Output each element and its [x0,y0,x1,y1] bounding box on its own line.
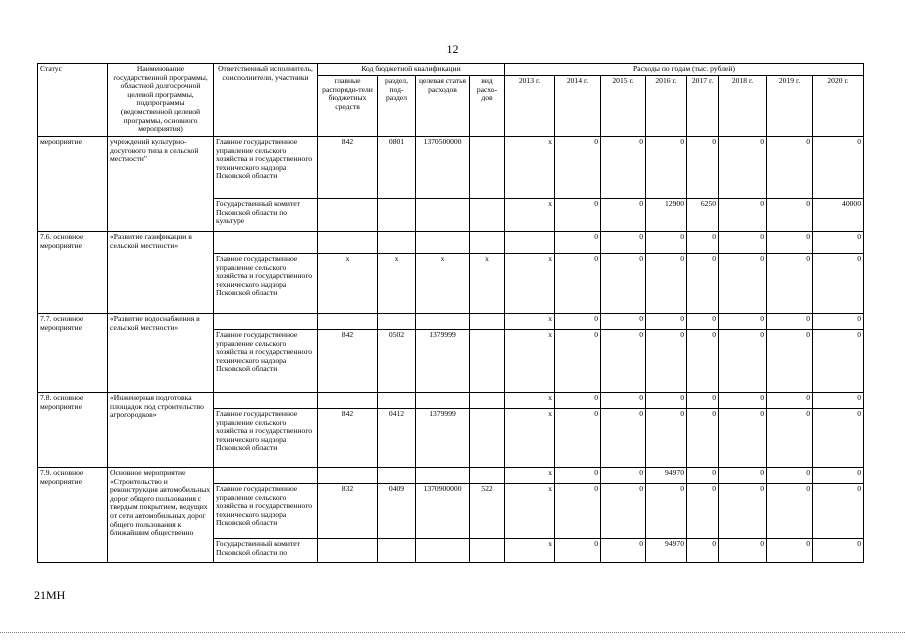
year-value-cell: 0 [555,539,601,563]
grbs-cell: 842 [318,330,378,393]
grbs-cell: х [318,254,378,314]
section-cell: х [378,254,416,314]
year-value-cell: 0 [813,232,864,254]
year-value-cell: 0 [687,232,719,254]
year-value-cell: 0 [719,539,767,563]
year-value-cell: 0 [601,314,646,330]
year-value-cell: 0 [646,254,687,314]
year-value-cell: х [505,254,555,314]
type-cell [470,137,505,199]
status-cell: мероприятие [38,137,108,232]
year-value-cell: 0 [719,314,767,330]
grbs-cell [318,314,378,330]
year-value-cell: 0 [687,484,719,539]
status-cell: 7.7. основное мероприятие [38,314,108,393]
year-value-cell: 0 [719,409,767,468]
section-cell [378,393,416,409]
target-cell [416,232,470,254]
year-value-cell: 0 [555,137,601,199]
year-value-cell: 0 [555,330,601,393]
grbs-cell: 832 [318,484,378,539]
header-year: 2019 г. [767,76,813,137]
header-section: раздел, под-раздел [378,76,416,137]
year-value-cell: х [505,468,555,484]
responsible-cell: Главное государственное управление сельского хозяйства и государственного технического надзора Псковской области [214,409,318,468]
responsible-cell [214,232,318,254]
section-cell [378,232,416,254]
year-value-cell: 0 [601,330,646,393]
year-value-cell: 0 [767,468,813,484]
year-value-cell: 0 [646,393,687,409]
year-value-cell: х [505,199,555,232]
year-value-cell: 0 [767,409,813,468]
year-value-cell: 0 [555,232,601,254]
table-row [38,232,864,254]
year-value-cell: 0 [767,393,813,409]
program-name-cell: «Развитие газификации в сельской местности» [108,232,214,314]
year-value-cell: 0 [555,254,601,314]
year-value-cell: 0 [601,539,646,563]
year-value-cell: 0 [646,330,687,393]
year-value-cell: 0 [767,254,813,314]
responsible-cell [214,468,318,484]
year-value-cell: х [505,393,555,409]
program-name-cell: учреждений культурно-досугового типа в сельской местности" [108,137,214,232]
responsible-cell: Главное государственное управление сельского хозяйства и государственного технического надзора Псковской области [214,254,318,314]
grbs-cell [318,539,378,563]
year-value-cell: 0 [646,137,687,199]
year-value-cell: х [505,330,555,393]
year-value-cell: 0 [719,137,767,199]
header-year: 2013 г. [505,76,555,137]
header-responsible: Ответственный исполнитель, соисполнители, участники [214,64,318,137]
year-value-cell: 0 [687,409,719,468]
year-value-cell: 0 [719,199,767,232]
year-value-cell: 0 [601,254,646,314]
status-cell: 7.8. основное мероприятие [38,393,108,468]
responsible-cell: Государственный комитет Псковской области по культуре [214,199,318,232]
year-value-cell: 6250 [687,199,719,232]
year-value-cell: 0 [719,232,767,254]
target-cell [416,539,470,563]
year-value-cell: 0 [687,330,719,393]
table-row [38,393,864,409]
year-value-cell: 0 [555,393,601,409]
program-name-cell: «Инженерная подготовка площадок под строительство агрогородков» [108,393,214,468]
type-cell [470,314,505,330]
header-year: 2015 г. [601,76,646,137]
year-value-cell: 0 [601,232,646,254]
table-row [38,137,864,199]
year-value-cell: 0 [646,409,687,468]
year-value-cell: 0 [813,330,864,393]
year-value-cell: 0 [687,254,719,314]
header-year: 2020 г. [813,76,864,137]
year-value-cell: 0 [813,314,864,330]
year-value-cell: 0 [687,468,719,484]
target-cell: 1370900000 [416,484,470,539]
target-cell [416,393,470,409]
target-cell: 1379999 [416,409,470,468]
year-value-cell: х [505,409,555,468]
section-cell: 0502 [378,330,416,393]
grbs-cell: 842 [318,409,378,468]
status-cell: 7.9. основное мероприятие [38,468,108,563]
year-value-cell: 0 [555,314,601,330]
year-value-cell: 0 [601,484,646,539]
year-value-cell [505,232,555,254]
section-cell: 0801 [378,137,416,199]
header-year: 2017 г. [687,76,719,137]
bottom-rule [0,632,905,633]
section-cell [378,199,416,232]
year-value-cell: х [505,314,555,330]
section-cell: 0409 [378,484,416,539]
year-value-cell: х [505,484,555,539]
year-value-cell: 40000 [813,199,864,232]
year-value-cell: 0 [813,468,864,484]
year-value-cell: 94970 [646,468,687,484]
target-cell [416,468,470,484]
program-name-cell: «Развитие водоснабжения в сельской местности» [108,314,214,393]
year-value-cell: 0 [719,468,767,484]
year-value-cell: 0 [767,199,813,232]
year-value-cell: 0 [555,409,601,468]
year-value-cell: х [505,137,555,199]
type-cell [470,330,505,393]
year-value-cell: 0 [687,314,719,330]
year-value-cell: 0 [719,254,767,314]
year-value-cell: 0 [646,232,687,254]
type-cell [470,232,505,254]
year-value-cell: 0 [646,484,687,539]
target-cell [416,199,470,232]
type-cell [470,468,505,484]
year-value-cell: 0 [767,484,813,539]
year-value-cell: 0 [601,409,646,468]
grbs-cell [318,232,378,254]
responsible-cell: Главное государственное управление сельского хозяйства и государственного технического надзора Псковской области [214,484,318,539]
budget-table [37,63,864,563]
year-value-cell: 0 [601,468,646,484]
year-value-cell: 0 [813,393,864,409]
footer-code: 21МН [34,588,66,602]
year-value-cell: 0 [646,314,687,330]
year-value-cell: 0 [813,409,864,468]
header-expenses: Расходы по годам (тыс. рублей) [505,64,864,76]
header-year: 2016 г. [646,76,687,137]
year-value-cell: 0 [601,199,646,232]
type-cell: 522 [470,484,505,539]
year-value-cell: 0 [813,484,864,539]
grbs-cell [318,393,378,409]
year-value-cell: 0 [767,137,813,199]
year-value-cell: 0 [719,330,767,393]
year-value-cell: 0 [555,199,601,232]
year-value-cell: 0 [687,137,719,199]
header-name: Наименование государственной программы, областной долгосрочной целевой программы, подпрограммы (ведомственной целевой программы, основного мероприятия) [108,64,214,137]
year-value-cell: 0 [555,484,601,539]
page-number: 12 [446,42,459,56]
year-value-cell: 0 [601,393,646,409]
year-value-cell: 0 [555,468,601,484]
year-value-cell: 0 [813,254,864,314]
type-cell: х [470,254,505,314]
year-value-cell: 0 [767,314,813,330]
table-row [38,314,864,330]
year-value-cell: 94970 [646,539,687,563]
year-value-cell: 0 [719,393,767,409]
section-cell [378,468,416,484]
responsible-cell: Государственный комитет Псковской области по [214,539,318,563]
header-grbs: главные распоряди-тели бюджетных средств [318,76,378,137]
target-cell: 1379999 [416,330,470,393]
header-type: вид расхо-дов [470,76,505,137]
table-row [38,468,864,484]
grbs-cell: 842 [318,137,378,199]
year-value-cell: 0 [767,330,813,393]
year-value-cell: 0 [687,393,719,409]
year-value-cell: 0 [719,484,767,539]
year-value-cell: 0 [767,539,813,563]
grbs-cell [318,468,378,484]
year-value-cell: 0 [687,539,719,563]
year-value-cell: 0 [601,137,646,199]
header-year: 2014 г. [555,76,601,137]
responsible-cell [214,393,318,409]
header-year: 2018 г. [719,76,767,137]
type-cell [470,199,505,232]
responsible-cell [214,314,318,330]
year-value-cell: х [505,539,555,563]
type-cell [470,409,505,468]
header-budget-code: Код бюджетной квалификации [318,64,505,76]
section-cell: 0412 [378,409,416,468]
header-status: Статус [38,64,108,137]
section-cell [378,539,416,563]
grbs-cell [318,199,378,232]
responsible-cell: Главное государственное управление сельского хозяйства и государственного технического надзора Псковской области [214,137,318,199]
header-target: целевая статья расходов [416,76,470,137]
target-cell: 1370500000 [416,137,470,199]
responsible-cell: Главное государственное управление сельского хозяйства и государственного технического надзора Псковской области [214,330,318,393]
target-cell [416,314,470,330]
year-value-cell: 0 [813,539,864,563]
section-cell [378,314,416,330]
year-value-cell: 12900 [646,199,687,232]
program-name-cell: Основное мероприятие «Строительство и реконструкция автомобильных дорог общего пользования с твердым покрытием, ведущих от сети автомобильных дорог общего пользования к ближайшим общественно [108,468,214,563]
year-value-cell: 0 [767,232,813,254]
status-cell: 7.6. основное мероприятие [38,232,108,314]
type-cell [470,393,505,409]
year-value-cell: 0 [813,137,864,199]
type-cell [470,539,505,563]
target-cell: х [416,254,470,314]
